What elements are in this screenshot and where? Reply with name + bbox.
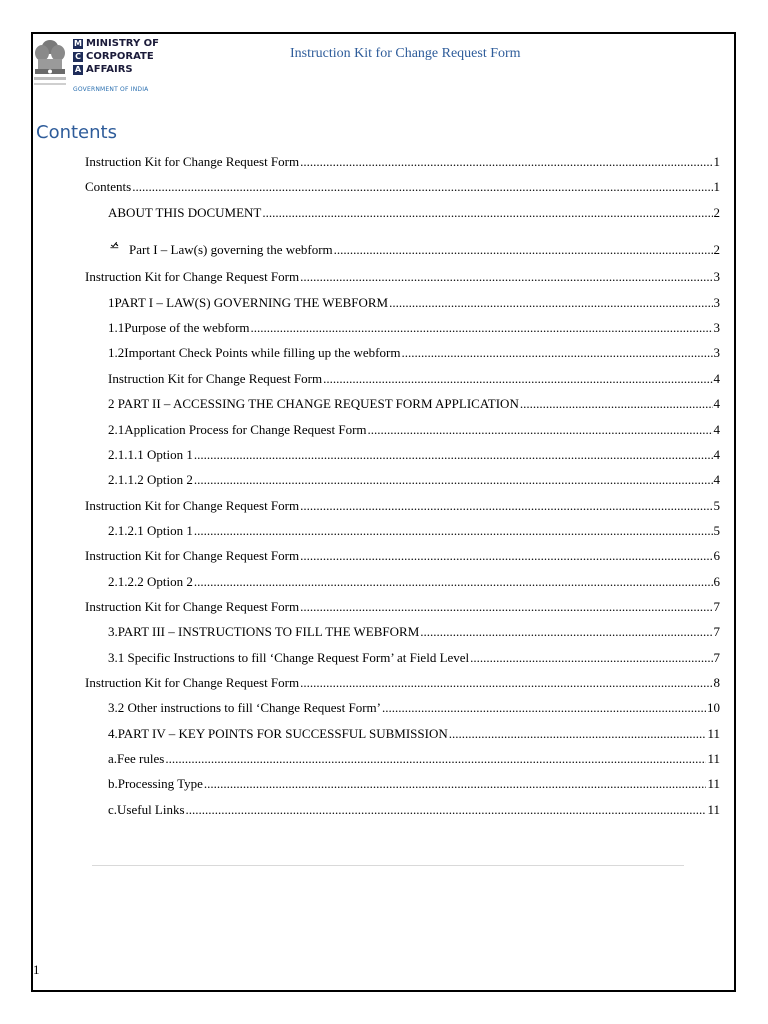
toc-entry[interactable] [108,204,720,222]
toc-entry-page: 8 [713,675,720,690]
toc-dot-leader [165,750,706,768]
toc-entry-label: a.Fee rules [108,751,165,766]
toc-entry-label: 1.1Purpose of the webform [108,320,250,335]
logo-letter-m: M [74,38,82,48]
toc-dot-leader [300,497,712,515]
toc-entry-page: 6 [713,548,720,563]
toc-dot-leader [334,241,713,259]
toc-entry-page: 11 [707,726,720,741]
logo-line-affairs [73,63,159,76]
toc-entry[interactable] [108,344,720,362]
toc-dot-leader [300,268,712,286]
toc-entry[interactable] [85,153,720,171]
mca-logo [31,33,181,97]
toc-dot-leader [186,801,707,819]
toc-entry[interactable] [110,236,720,257]
toc-entry[interactable] [108,699,720,717]
toc-entry-page: 5 [713,498,720,513]
logo-letter-c: C [73,52,83,62]
toc-dot-leader [389,294,712,312]
page-number: 1 [33,962,40,977]
toc-entry-label: Contents [85,179,132,194]
toc-entry-label: 1PART I – LAW(S) GOVERNING THE WEBFORM [108,295,389,310]
toc-entry-page: 3 [713,320,720,335]
toc-entry[interactable] [85,547,720,565]
toc-entry[interactable] [108,522,720,540]
toc-entry[interactable] [108,801,720,819]
toc-entry-page: 4 [713,472,720,487]
toc-entry[interactable] [108,573,720,591]
toc-dot-leader [323,370,712,388]
toc-entry-page: 10 [707,700,720,715]
toc-entry[interactable] [85,674,720,692]
toc-dot-leader [132,178,712,196]
toc-entry-label: 2.1Application Process for Change Request Form [108,422,367,437]
toc-entry-label: b.Processing Type [108,776,203,791]
toc-entry-page: 4 [713,371,720,386]
logo-letter-a: A [74,64,82,74]
toc-entry-label: Instruction Kit for Change Request Form [85,599,300,614]
logo-line-corporate [73,50,159,63]
toc-entry[interactable] [108,775,720,793]
toc-entry[interactable] [85,598,720,616]
toc-entry-page: 4 [713,422,720,437]
toc-entry-page: 4 [713,447,720,462]
toc-entry-label: 2.1.1.1 Option 1 [108,447,193,462]
toc-entry-page: 7 [713,650,720,665]
toc-entry-label: Instruction Kit for Change Request Form [85,548,300,563]
contents-heading: Contents [36,122,117,143]
toc-dot-leader [251,319,713,337]
toc-entry[interactable] [108,471,720,489]
logo-line-ministry [73,37,159,50]
toc-entry-label: Instruction Kit for Change Request Form [108,371,323,386]
toc-entry[interactable] [108,750,720,768]
toc-dot-leader [194,471,713,489]
toc-dot-leader [194,522,713,540]
toc-entry[interactable] [108,725,720,743]
toc-entry-label: 3.1 Specific Instructions to fill ‘Change Request Form’ at Field Level [108,650,470,665]
toc-entry[interactable] [108,319,720,337]
toc-dot-leader [300,153,712,171]
toc-entry-page: 6 [713,574,720,589]
toc-dot-leader [382,699,706,717]
toc-entry[interactable] [108,446,720,464]
toc-entry-page: 7 [713,624,720,639]
toc-entry[interactable] [108,649,720,667]
toc-entry-label: c.Useful Links [108,802,185,817]
toc-entry-page: 11 [707,802,720,817]
toc-entry-label: 4.PART IV – KEY POINTS FOR SUCCESSFUL SUBMISSION [108,726,448,741]
checkmark-pen-icon [110,236,121,254]
logo-government-of-india: GOVERNMENT OF INDIA [73,86,149,93]
toc-entry[interactable] [108,623,720,641]
toc-entry-label: 2.1.2.1 Option 1 [108,523,193,538]
toc-entry-label: Instruction Kit for Change Request Form [85,269,300,284]
toc-entry-page: 2 [713,242,720,257]
toc-dot-leader [368,421,713,439]
toc-entry-label: 3.2 Other instructions to fill ‘Change Request Form’ [108,700,381,715]
logo-text-ministry: MINISTRY OF [86,38,159,49]
toc-entry[interactable] [108,294,720,312]
toc-entry-page: 3 [713,295,720,310]
toc-entry[interactable] [108,421,720,439]
toc-dot-leader [194,573,713,591]
toc-entry-page: 3 [713,345,720,360]
toc-entry-label: 2 PART II – ACCESSING THE CHANGE REQUEST FORM APPLICATION [108,396,519,411]
toc-entry-page: 2 [713,205,720,220]
national-emblem-icon [31,37,69,97]
toc-entry-page: 5 [713,523,720,538]
toc-entry[interactable] [108,370,720,388]
toc-entry-page: 1 [713,179,720,194]
toc-entry-label: 2.1.2.2 Option 2 [108,574,193,589]
toc-entry-label: 3.PART III – INSTRUCTIONS TO FILL THE WEBFORM [108,624,420,639]
toc-dot-leader [300,598,712,616]
toc-entry-page: 7 [713,599,720,614]
toc-entry-page: 1 [713,154,720,169]
toc-entry-page: 11 [707,776,720,791]
toc-entry-label: Instruction Kit for Change Request Form [85,154,300,169]
toc-entry-label: 1.2Important Check Points while filling up the webform [108,345,401,360]
toc-dot-leader [470,649,712,667]
document-header-title: Instruction Kit for Change Request Form [290,46,521,61]
toc-entry-label: Instruction Kit for Change Request Form [85,498,300,513]
toc-entry[interactable] [85,268,720,286]
toc-dot-leader [420,623,712,641]
toc-entry[interactable] [108,395,720,413]
logo-text-corporate: CORPORATE [86,51,154,62]
toc-entry-label: ABOUT THIS DOCUMENT [108,205,262,220]
toc-entry-page: 4 [713,396,720,411]
toc-dot-leader [300,674,712,692]
toc-dot-leader [520,395,713,413]
toc-dot-leader [262,204,712,222]
toc-dot-leader [401,344,712,362]
toc-entry[interactable] [85,178,720,196]
toc-entry-page: 11 [707,751,720,766]
toc-entry[interactable] [85,497,720,515]
toc-dot-leader [204,775,707,793]
logo-text-affairs: AFFAIRS [86,64,133,75]
toc-dot-leader [449,725,707,743]
toc-entry-label: Instruction Kit for Change Request Form [85,675,300,690]
toc-dot-leader [300,547,712,565]
toc-entry-label: 2.1.1.2 Option 2 [108,472,193,487]
toc-dot-leader [194,446,713,464]
toc-entry-label: Part I – Law(s) governing the webform [129,242,333,257]
footer-divider [92,865,684,866]
toc-entry-page: 3 [713,269,720,284]
